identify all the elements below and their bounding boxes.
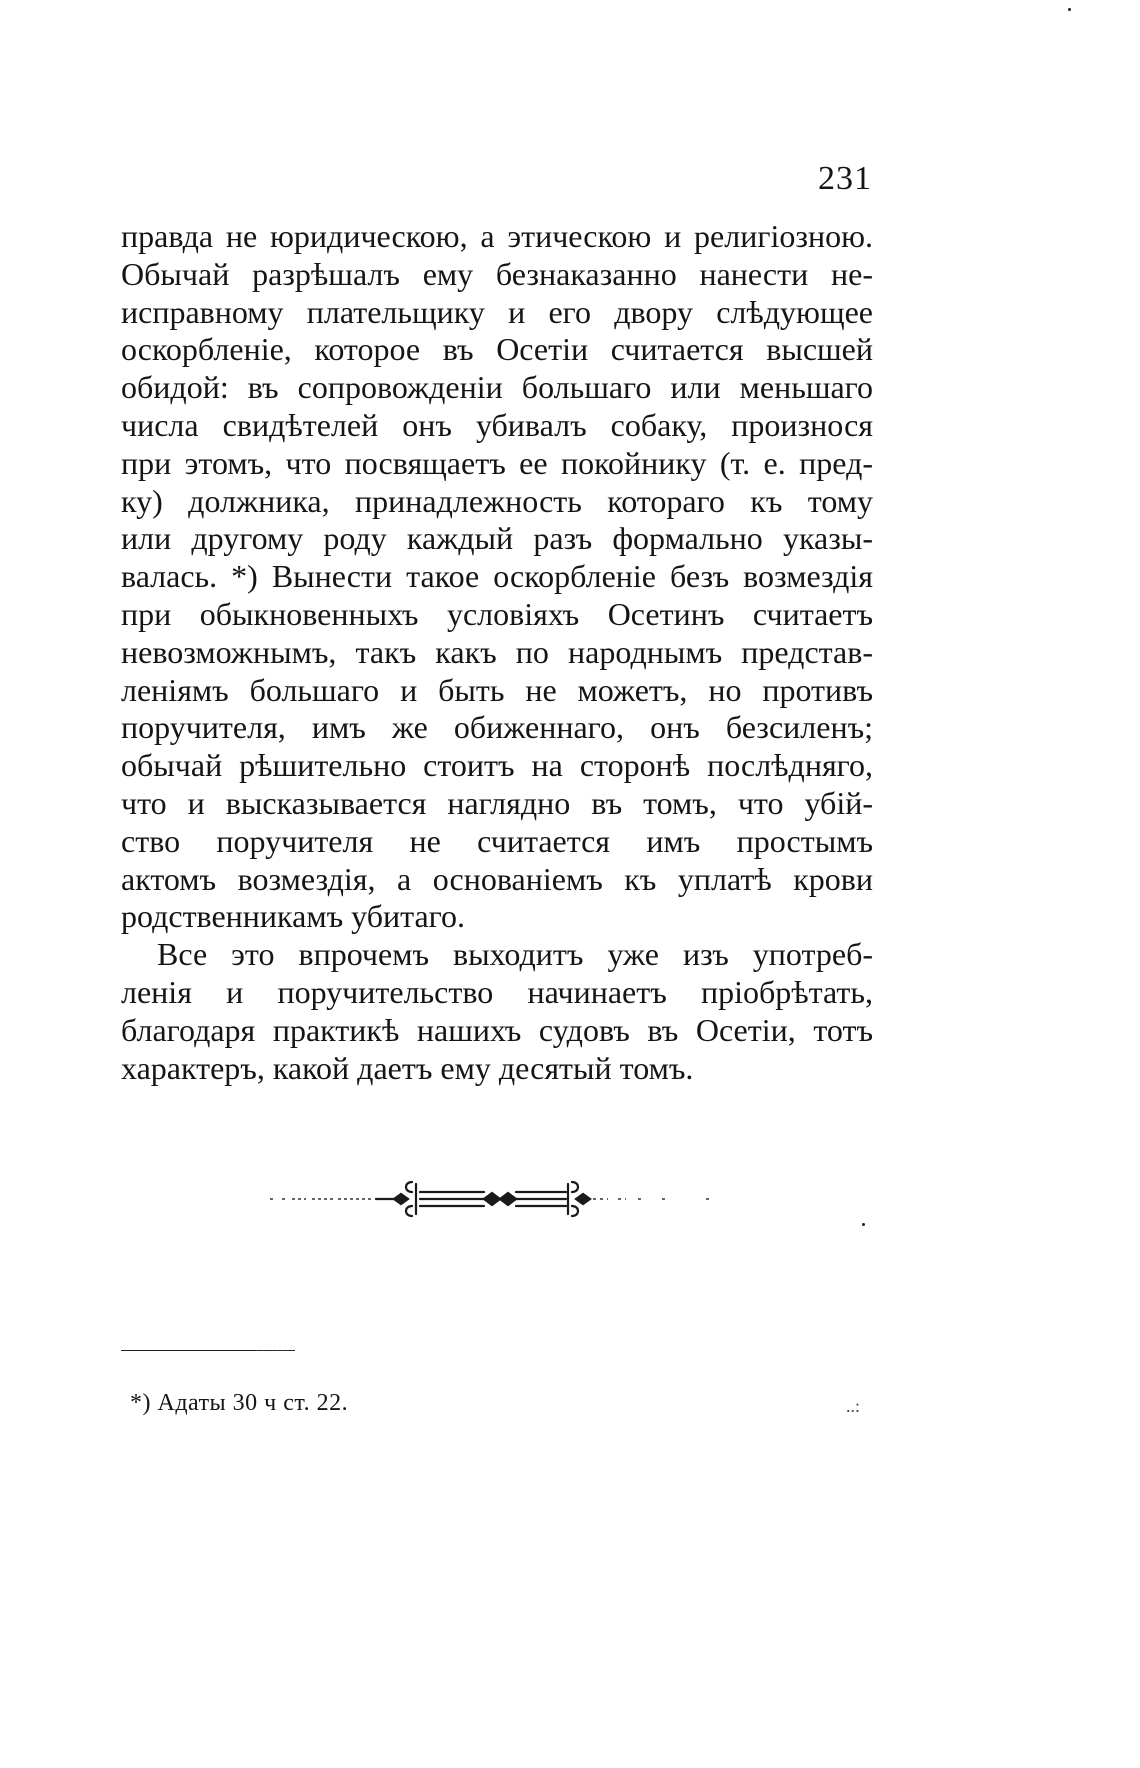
text-line: при этомъ, что посвящаетъ ее покойнику (т. е. пред- xyxy=(121,444,873,481)
decorative-scroll-divider-icon xyxy=(266,1172,718,1222)
text-line: или другому роду каждый разъ формально указы- xyxy=(121,520,873,557)
text-line: при обыкновенныхъ условiяхъ Осетинъ считаетъ xyxy=(121,595,873,632)
margin-mark: ..: xyxy=(846,1396,861,1416)
body-text xyxy=(121,218,873,1087)
text-line: ленiямъ большаго и быть не можетъ, но противъ xyxy=(121,671,873,708)
footnote: *) Адаты 30 ч ст. 22. xyxy=(130,1390,349,1416)
page-number: 231 xyxy=(818,160,872,197)
text-line: обычай рѣшительно стоитъ на сторонѣ послѣдняго, xyxy=(121,747,873,784)
stray-dot xyxy=(1068,8,1071,11)
text-line: Все это впрочемъ выходитъ уже изъ употреб- xyxy=(157,936,873,973)
text-line: исправному плательщику и его двору слѣдующее xyxy=(121,293,873,330)
text-line: родственникамъ убитаго. xyxy=(121,898,465,935)
text-line: характеръ, какой даетъ ему десятый томъ. xyxy=(121,1049,694,1086)
text-line: оскорбленiе, которое въ Осетiи считается высшей xyxy=(121,331,873,368)
stray-dot xyxy=(862,1223,865,1226)
text-line: валась. *) Вынести такое оскорбленiе безъ возмездiя xyxy=(121,558,873,595)
text-line: ку) должника, принадлежность котораго къ тому xyxy=(121,482,873,519)
text-line: ство поручителя не считается имъ простымъ xyxy=(121,822,873,859)
text-line: поручителя, имъ же обиженнаго, онъ безсиленъ; xyxy=(121,709,873,746)
text-line: обидой: въ сопровожденiи большаго или меньшаго xyxy=(121,369,873,406)
text-line: невозможнымъ, такъ какъ по народнымъ представ- xyxy=(121,633,873,670)
text-line: актомъ возмездiя, а основанiемъ къ уплатѣ крови xyxy=(121,860,873,897)
text-line: что и высказывается наглядно въ томъ, что убiй- xyxy=(121,784,873,821)
footnote-separator-tail xyxy=(256,1350,294,1351)
text-line: Обычай разрѣшалъ ему безнаказанно нанести не- xyxy=(121,255,873,292)
text-line: числа свидѣтелей онъ убивалъ собаку, произнося xyxy=(121,406,873,443)
text-line: благодаря практикѣ нашихъ судовъ въ Осетiи, тотъ xyxy=(121,1011,873,1048)
text-line: правда не юридическою, а этическою и религiозною. xyxy=(121,218,873,254)
text-line: ленiя и поручительство начинаетъ прiобрѣтать, xyxy=(121,973,873,1010)
paragraph-2 xyxy=(121,936,873,1087)
paragraph-1 xyxy=(121,218,873,936)
